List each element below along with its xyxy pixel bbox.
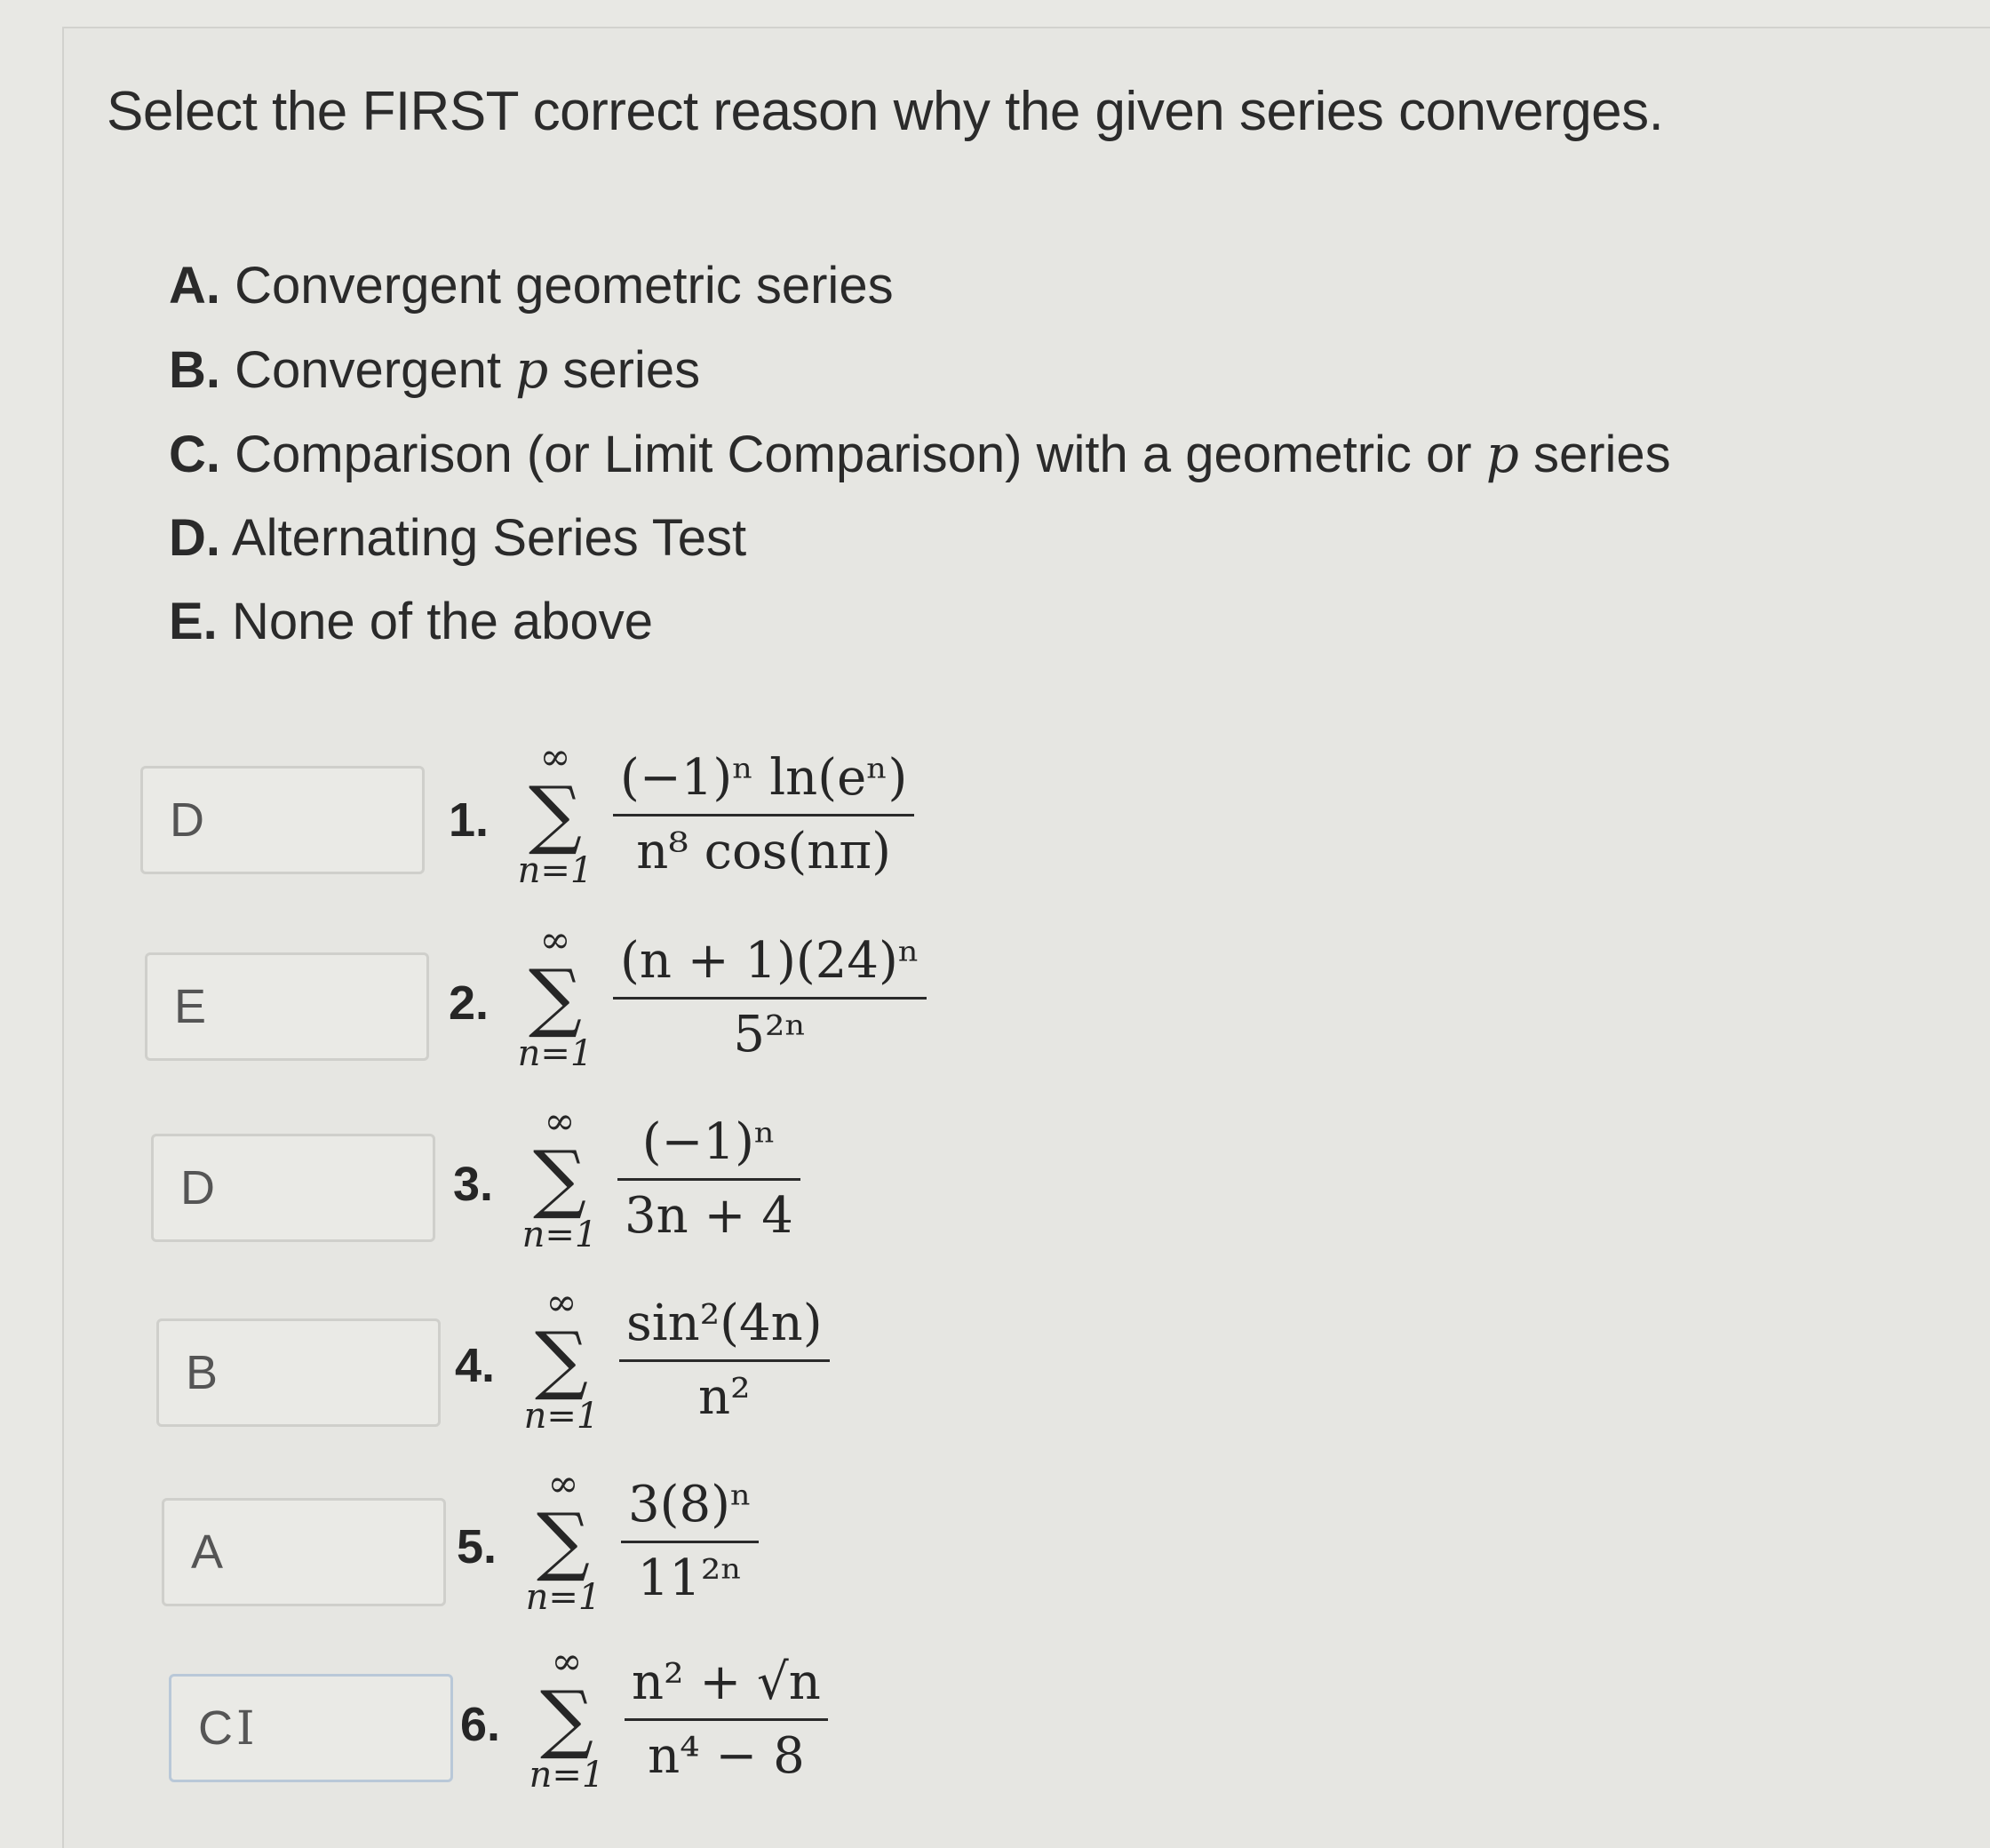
fraction (621, 1470, 759, 1614)
problem-number: 1. (449, 793, 490, 847)
summation (517, 1280, 606, 1437)
answer-input-4[interactable]: B (156, 1318, 441, 1427)
upper-limit: ∞ (539, 918, 571, 961)
summation (522, 1639, 611, 1796)
lower-limit: n=1 (521, 1215, 598, 1255)
fraction (617, 1107, 800, 1252)
summation (511, 920, 600, 1073)
sigma-symbol: ∑ (529, 953, 582, 1040)
numerator: 3(8)ⁿ (628, 1476, 752, 1533)
upper-limit: ∞ (545, 1280, 577, 1324)
lower-limit: n=1 (517, 1033, 593, 1074)
numerator: (−1)ⁿ ln(eⁿ) (620, 749, 908, 807)
numerator: sin²(4n) (626, 1294, 823, 1352)
denominator: n⁸ cos(nπ) (636, 823, 891, 880)
text-cursor-icon: I (236, 1702, 255, 1756)
problem-number: 5. (457, 1520, 498, 1573)
fraction (613, 743, 914, 888)
option-b: B. Convergent p series (169, 339, 701, 400)
problem-number: 4. (455, 1339, 496, 1392)
answer-input-5[interactable]: A (162, 1498, 446, 1606)
option-c: C. Comparison (or Limit Comparison) with a geometric or p series (169, 424, 1671, 484)
problem-number: 2. (449, 976, 490, 1030)
fraction (613, 926, 927, 1071)
option-e: E. None of the above (169, 593, 653, 650)
sigma-symbol: ∑ (535, 1316, 588, 1403)
summation (515, 1099, 604, 1255)
answer-input-6[interactable]: CI (169, 1674, 453, 1782)
denominator: n⁴ − 8 (648, 1727, 805, 1785)
option-d: D. Alternating Series Test (169, 509, 747, 567)
denominator: 3n + 4 (625, 1187, 793, 1245)
problem-number: 6. (460, 1698, 501, 1751)
lower-limit: n=1 (523, 1396, 600, 1437)
answer-input-1[interactable]: D (140, 766, 425, 874)
lower-limit: n=1 (529, 1755, 605, 1796)
answer-input-2[interactable]: E (145, 952, 429, 1061)
denominator: 11²ⁿ (637, 1549, 743, 1607)
problem-number: 3. (453, 1158, 494, 1211)
denominator: n² (698, 1368, 751, 1426)
sigma-symbol: ∑ (540, 1675, 593, 1762)
reason-options-list (169, 244, 1671, 664)
summation (511, 737, 600, 890)
sigma-symbol: ∑ (529, 770, 582, 857)
numerator: (n + 1)(24)ⁿ (620, 932, 920, 990)
upper-limit: ∞ (547, 1462, 579, 1505)
sigma-symbol: ∑ (537, 1497, 590, 1584)
upper-limit: ∞ (539, 735, 571, 778)
fraction (625, 1647, 828, 1792)
numerator: (−1)ⁿ (641, 1113, 776, 1171)
summation (519, 1464, 608, 1617)
option-a: A. Convergent geometric series (169, 257, 894, 315)
upper-limit: ∞ (544, 1099, 576, 1143)
fraction (619, 1288, 830, 1433)
numerator: n² + √n (632, 1653, 821, 1711)
answer-input-3[interactable]: D (151, 1134, 435, 1242)
lower-limit: n=1 (525, 1577, 601, 1618)
lower-limit: n=1 (517, 850, 593, 891)
sigma-symbol: ∑ (533, 1135, 586, 1222)
question-prompt: Select the FIRST correct reason why the given series converges. (107, 81, 1664, 142)
upper-limit: ∞ (551, 1639, 583, 1683)
denominator: 5²ⁿ (733, 1006, 807, 1063)
